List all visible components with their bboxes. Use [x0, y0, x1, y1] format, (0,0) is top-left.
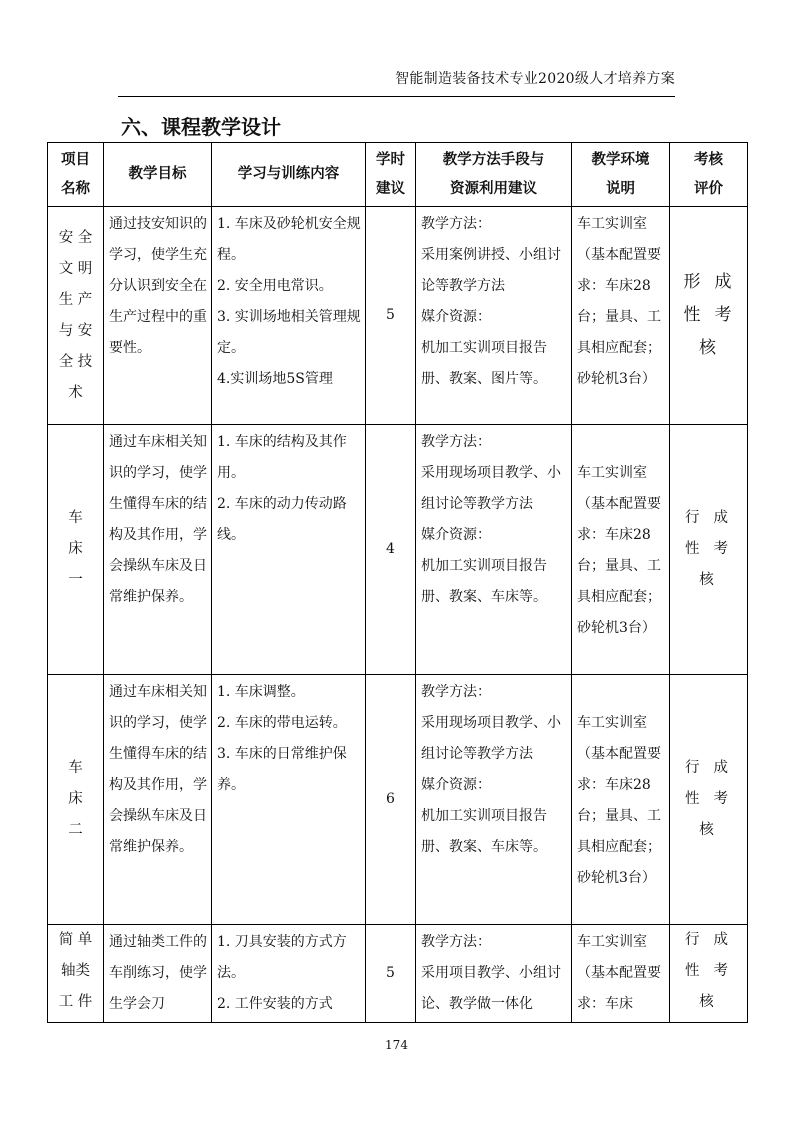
col-header-goal: 教学目标 — [104, 143, 212, 207]
header-divider — [118, 96, 675, 97]
assessment-cell: 行成 性考 核 — [670, 675, 748, 925]
table-row — [48, 675, 748, 925]
teaching-goal-cell: 通过车床相关知识的学习，使学生懂得车床的结构及其作用，学会操纵车床及日常维护保养。 — [104, 425, 212, 675]
project-name-cell: 安 全 文 明 生 产 与 安 全 技 术 — [48, 207, 104, 425]
teaching-environment-cell: 车工实训室（基本配置要求：车床 — [572, 925, 670, 1023]
assessment-cell: 行成 性考 核 — [670, 925, 748, 1023]
table-row — [48, 925, 748, 1023]
teaching-environment-cell: 车工实训室（基本配置要求：车床28台；量具、工具相应配套；砂轮机3台） — [572, 207, 670, 425]
learning-content-cell: 1. 车床及砂轮机安全规程。 2. 安全用电常识。 3. 实训场地相关管理规定。 4.实训场地5S管理 — [212, 207, 366, 425]
hours-cell: 5 — [366, 925, 416, 1023]
col-header-method: 教学方法手段与 资源利用建议 — [416, 143, 572, 207]
table-row — [48, 207, 748, 425]
document-header-title: 智能制造装备技术专业2020级人才培养方案 — [395, 71, 675, 87]
section-title: 六、课程教学设计 — [121, 115, 281, 139]
assessment-cell: 形成 性考 核 — [670, 207, 748, 425]
project-name-cell: 简 单 轴类 工 件 — [48, 925, 104, 1023]
hours-cell: 4 — [366, 425, 416, 675]
teaching-method-cell: 教学方法： 采用案例讲授、小组讨论等教学方法 媒介资源： 机加工实训项目报告册、教案、图片等。 — [416, 207, 572, 425]
teaching-goal-cell: 通过技安知识的学习，使学生充分认识到安全在生产过程中的重要性。 — [104, 207, 212, 425]
col-header-environment: 教学环境 说明 — [572, 143, 670, 207]
col-header-hours: 学时 建议 — [366, 143, 416, 207]
page-number: 174 — [385, 1038, 408, 1052]
hours-cell: 5 — [366, 207, 416, 425]
table-row — [48, 425, 748, 675]
project-name-cell: 车 床 一 — [48, 425, 104, 675]
col-header-project: 项目 名称 — [48, 143, 104, 207]
col-header-content: 学习与训练内容 — [212, 143, 366, 207]
teaching-environment-cell: 车工实训室（基本配置要求：车床28台；量具、工具相应配套；砂轮机3台） — [572, 675, 670, 925]
project-name-cell: 车 床 二 — [48, 675, 104, 925]
learning-content-cell: 1. 车床调整。 2. 车床的带电运转。 3. 车床的日常维护保养。 — [212, 675, 366, 925]
learning-content-cell: 1. 刀具安装的方式方法。 2. 工件安装的方式 — [212, 925, 366, 1023]
teaching-method-cell: 教学方法： 采用项目教学、小组讨论、教学做一体化 — [416, 925, 572, 1023]
learning-content-cell: 1. 车床的结构及其作用。 2. 车床的动力传动路线。 — [212, 425, 366, 675]
teaching-environment-cell: 车工实训室（基本配置要求：车床28台；量具、工具相应配套；砂轮机3台） — [572, 425, 670, 675]
course-design-table — [47, 142, 748, 1023]
assessment-cell: 行成 性考 核 — [670, 425, 748, 675]
teaching-goal-cell: 通过车床相关知识的学习，使学生懂得车床的结构及其作用，学会操纵车床及日常维护保养。 — [104, 675, 212, 925]
teaching-method-cell: 教学方法： 采用现场项目教学、小组讨论等教学方法 媒介资源： 机加工实训项目报告册、教案、车床等。 — [416, 675, 572, 925]
hours-cell: 6 — [366, 675, 416, 925]
col-header-assessment: 考核 评价 — [670, 143, 748, 207]
table-header-row — [48, 143, 748, 207]
teaching-method-cell: 教学方法： 采用现场项目教学、小组讨论等教学方法 媒介资源： 机加工实训项目报告册、教案、车床等。 — [416, 425, 572, 675]
teaching-goal-cell: 通过轴类工件的车削练习，使学生学会刀 — [104, 925, 212, 1023]
